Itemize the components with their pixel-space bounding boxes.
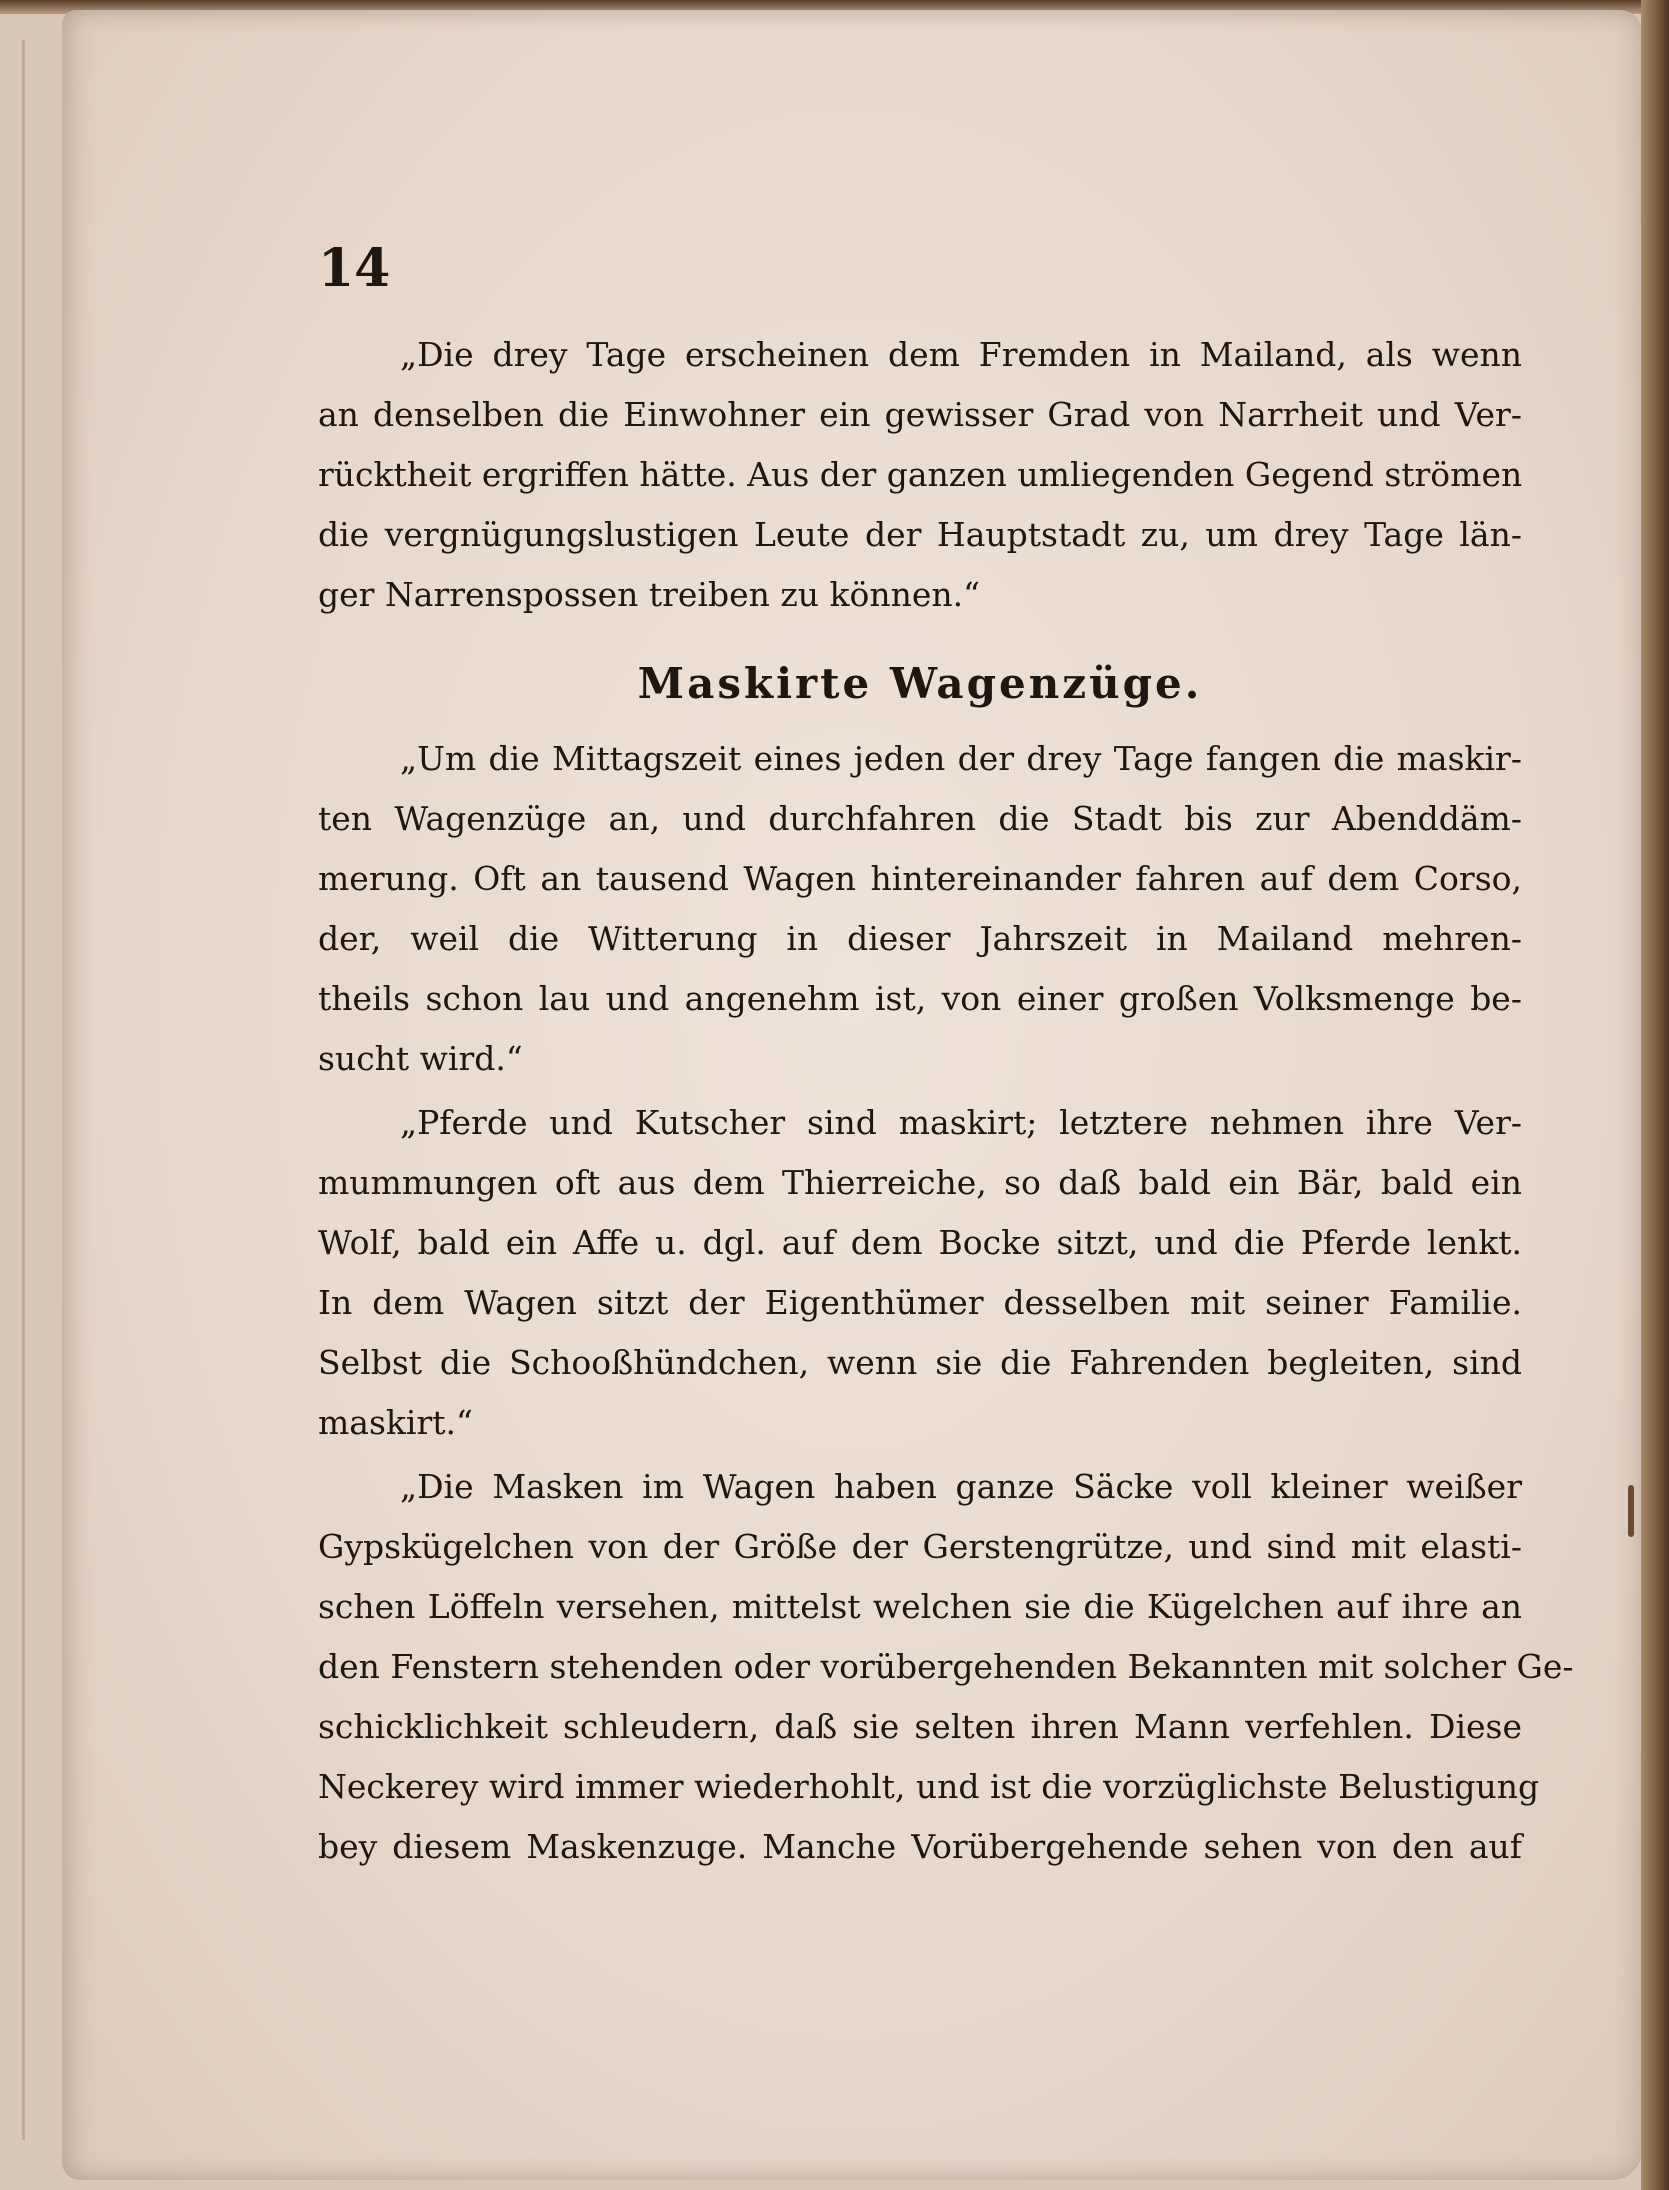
paragraph-1 [318, 325, 1522, 625]
text-line: maskirt.“ [318, 1403, 473, 1442]
text-line: an denselben die Einwohner ein gewisser Grad von Narrheit und Ver- [318, 395, 1522, 434]
spine-crease [22, 40, 25, 2140]
text-line: bey diesem Maskenzuge. Manche Vorübergehende sehen von den auf [318, 1827, 1522, 1866]
text-line: Wolf, bald ein Affe u. dgl. auf dem Bocke sitzt, und die Pferde lenkt. [318, 1223, 1522, 1262]
page-mark [1628, 1485, 1634, 1537]
text-line: „Die drey Tage erscheinen dem Fremden in Mailand, als wenn [400, 335, 1522, 374]
text-line: der, weil die Witterung in dieser Jahrszeit in Mailand mehren- [318, 919, 1522, 958]
text-line: „Um die Mittagszeit eines jeden der drey Tage fangen die maskir- [400, 739, 1522, 778]
text-line: Selbst die Schooßhündchen, wenn sie die Fahrenden begleiten, sind [318, 1343, 1522, 1382]
paragraph-4 [318, 1457, 1574, 1877]
text-line: schen Löffeln versehen, mittelst welchen sie die Kügelchen auf ihre an [318, 1587, 1522, 1626]
text-line: ger Narrenspossen treiben zu können.“ [318, 575, 981, 614]
text-line: theils schon lau und angenehm ist, von einer großen Volksmenge be- [318, 979, 1522, 1018]
text-line: Neckerey wird immer wiederhohlt, und ist die vorzüglichste Belustigung [318, 1767, 1540, 1806]
text-line: schicklichkeit schleudern, daß sie selten ihren Mann verfehlen. Diese [318, 1707, 1522, 1746]
body-text [318, 325, 1574, 1877]
text-line: sucht wird.“ [318, 1039, 523, 1078]
paragraph-2 [318, 729, 1522, 1089]
text-line: merung. Oft an tausend Wagen hintereinander fahren auf dem Corso, [318, 859, 1522, 898]
text-line: Gypskügelchen von der Größe der Gerstengrütze, und sind mit elasti- [318, 1527, 1522, 1566]
text-line: den Fenstern stehenden oder vorübergehenden Bekannten mit solcher Ge- [318, 1647, 1574, 1686]
section-heading: Maskirte Wagenzüge. [637, 659, 1203, 708]
text-line: mummungen oft aus dem Thierreiche, so daß bald ein Bär, bald ein [318, 1163, 1522, 1202]
paragraph-3 [318, 1093, 1522, 1453]
page-number: 14 [318, 238, 391, 299]
text-line: ten Wagenzüge an, und durchfahren die Stadt bis zur Abenddäm- [318, 799, 1522, 838]
text-line: die vergnügungslustigen Leute der Hauptstadt zu, um drey Tage län- [318, 515, 1522, 554]
text-line: In dem Wagen sitzt der Eigenthümer desselben mit seiner Familie. [318, 1283, 1522, 1322]
text-line: „Pferde und Kutscher sind maskirt; letztere nehmen ihre Ver- [400, 1103, 1522, 1142]
text-line: rücktheit ergriffen hätte. Aus der ganzen umliegenden Gegend strömen [318, 455, 1523, 494]
text-line: „Die Masken im Wagen haben ganze Säcke voll kleiner weißer [400, 1467, 1522, 1506]
book-right-edge [1641, 0, 1669, 2190]
